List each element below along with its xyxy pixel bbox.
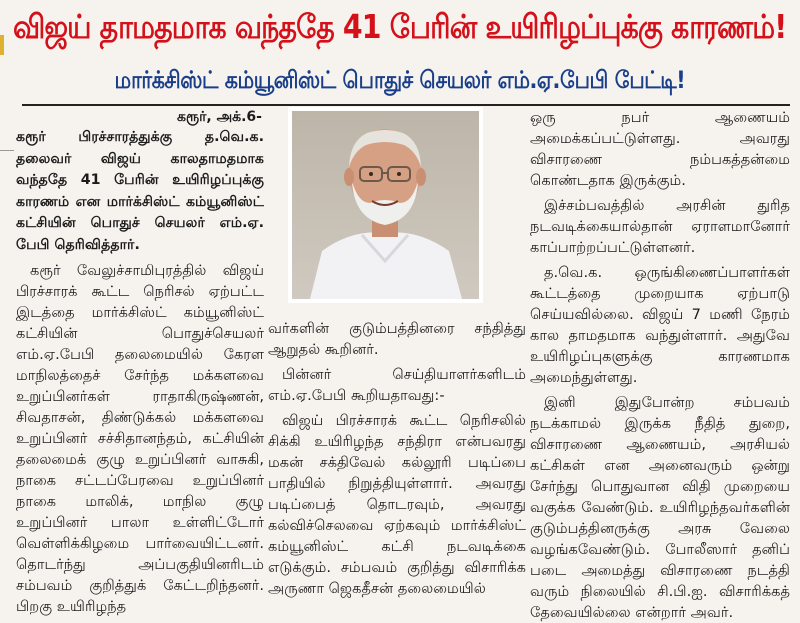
portrait-illustration bbox=[292, 111, 479, 299]
portrait-photo bbox=[292, 111, 479, 299]
article-column-1 bbox=[16, 107, 264, 617]
body-paragraph: பின்னர் செய்தியாளர்களிடம் எம்.ஏ.பேபி கூறியதாவது:- bbox=[268, 366, 526, 404]
subheadline bbox=[0, 60, 800, 102]
subheadline-text: மார்க்சிஸ்ட் கம்யூனிஸ்ட் பொதுச் செயலர் எம்.ஏ.பேபி பேட்டி! bbox=[114, 65, 686, 94]
body-paragraph: கரூர் வேலுச்சாமிபுரத்தில் விஜய் பிரச்சாரக் கூட்ட நெரிசல் ஏற்பட்ட இடத்தை மார்க்சிஸ்ட் கம்யூனிஸ்ட் கட்சியின் பொதுச்செயலர் எம்.ஏ.பேபி தலைமையில் கேரள மாநிலத்தைச் சேர்ந்த மக்களவை உறுப்பினர்கள் ராதாகிருஷ்ணன், சிவதாசன், திண்டுக்கல் மக்களவை உறுப்பினர் சச்சிதானந்தம், கட்சியின் தலைமைக் குழு உறுப்பினர் வாசுகி, நாகை சட்டப்பேரவை உறுப்பினர் நாகை மாலிக், மாநில குழு உறுப்பினர் பாலா உள்ளிட்டோர் வெள்ளிக்கிழமை பார்வையிட்டனர். தொடர்ந்து அப்பகுதியினரிடம் சம்பவம் குறித்துக் கேட்டறிந்தனர். பிறகு உயிரிழந்த bbox=[16, 262, 264, 615]
lead-paragraph: கரூர் பிரச்சாரத்துக்கு த.வெ.க. தலைவர் விஜய் காலதாமதமாக வந்ததே 41 பேரின் உயிரிழப்புக்கு காரணம் என மார்க்சிஸ்ட் கம்யூனிஸ்ட் கட்சியின் பொதுச் செயலர் எம்.ஏ. பேபி தெரிவித்தார். bbox=[16, 129, 264, 253]
body-paragraph: இச்சம்பவத்தில் அரசின் துரித நடவடிக்கையால்தான் ஏராளமானோர் காப்பாற்றப்பட்டுள்ளனர். bbox=[530, 197, 790, 256]
body-paragraph: இனி இதுபோன்ற சம்பவம் நடக்காமல் இருக்க நீதித் துறை, விசாரணை ஆணையம், அரசியல் கட்சிகள் என அனைவரும் ஒன்று சேர்ந்து பொதுவான விதி முறையை வகுக்க வேண்டும். உயிரிழந்தவர்களின் குடும்பத்தினருக்கு அரசு வேலை வழங்கவேண்டும். போலீஸார் தனிப் படை அமைத்து விசாரணை நடத்தி வரும் நிலையில் சி.பி.ஐ. விசாரிக்கத் தேவையில்லை என்றார் அவர். bbox=[530, 394, 790, 621]
dateline: கரூர், அக்.6- bbox=[177, 109, 262, 125]
article-column-3 bbox=[530, 107, 790, 623]
body-paragraph: த.வெ.க. ஒருங்கிணைப்பாளர்கள் கூட்டத்தை முறையாக ஏற்பாடு செய்யவில்லை. விஜய் 7 மணி நேரம் கால தாமதமாக வந்துள்ளார். அதுவே உயிரிழப்புகளுக்கு காரணமாக அமைந்துள்ளது. bbox=[530, 264, 790, 386]
column-rule bbox=[0, 150, 14, 151]
body-paragraph: விஜய் பிரச்சாரக் கூட்ட நெரிசலில் சிக்கி உயிரிழந்த சந்திரா என்பவரது மகன் சக்திவேல் கல்லூரி படிப்பை பாதியில் நிறுத்தியுள்ளார். அவரது படிப்பைத் தொடரவும், அவரது கல்விச்செலவை ஏற்கவும் மார்க்சிஸ்ட் கம்யூனிஸ்ட் கட்சி நடவடிக்கை எடுக்கும். சம்பவம் குறித்து விசாரிக்க அருணா ஜெகதீசன் தலைமையில் bbox=[268, 412, 526, 597]
headline-text: விஜய் தாமதமாக வந்ததே 41 பேரின் உயிரிழப்புக்கு காரணம்! bbox=[13, 7, 787, 46]
headline-divider bbox=[22, 104, 790, 106]
article-column-2 bbox=[268, 318, 526, 599]
body-paragraph: ஒரு நபர் ஆணையம் அமைக்கப்பட்டுள்ளது. அவரது விசாரணை நம்பகத்தன்மை கொண்டதாக இருக்கும். bbox=[530, 109, 790, 189]
headline bbox=[0, 0, 800, 58]
body-paragraph: வர்களின் குடும்பத்தினரை சந்தித்து ஆறுதல் கூறினர். bbox=[268, 320, 526, 358]
